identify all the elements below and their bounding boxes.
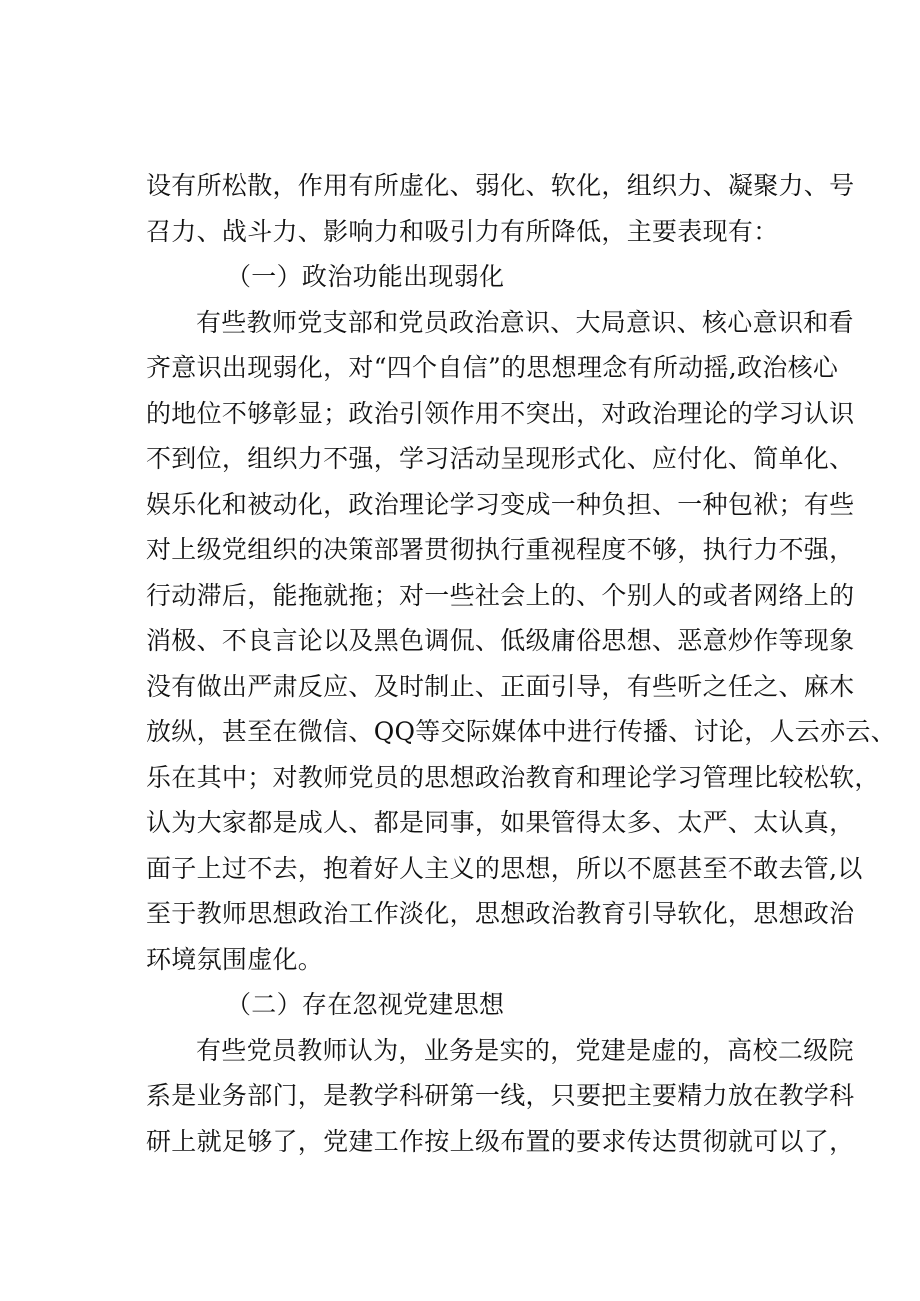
section-heading: （二）存在忽视党建思想 [226, 990, 505, 1019]
paragraph-line: 至于教师思想政治工作淡化，思想政治教育引导软化，思想政治 [146, 899, 855, 928]
paragraph-line: 行动滞后，能拖就拖；对一些社会上的、个别人的或者网络上的 [146, 580, 855, 610]
paragraph-line: 有些教师党支部和党员政治意识、大局意识、核心意识和看 [196, 307, 854, 337]
section-heading: （一）政治功能出现弱化 [226, 262, 505, 291]
paragraph-line: 不到位，组织力不强，学习活动呈现形式化、应付化、简单化、 [146, 444, 855, 473]
paragraph-line: 系是业务部门，是教学科研第一线，只要把主要精力放在教学科 [146, 1081, 855, 1110]
paragraph-line: 消极、不良言论以及黑色调侃、低级庸俗思想、恶意炒作等现象 [146, 626, 855, 655]
paragraph-line: 放纵，甚至在微信、QQ等交际媒体中进行传播、讨论，人云亦云、 [146, 717, 896, 746]
paragraph-line: 召力、战斗力、影响力和吸引力有所降低，主要表现有： [146, 216, 779, 246]
paragraph-line: 面子上过不去，抱着好人主义的思想，所以不愿甚至不敢去管,以 [146, 853, 863, 883]
paragraph-line: 乐在其中；对教师党员的思想政治教育和理论学习管理比较松软， [146, 762, 880, 792]
paragraph-line: 娱乐化和被动化，政治理论学习变成一种负担、一种包袱；有些 [146, 489, 855, 519]
paragraph-line: 对上级党组织的决策部署贯彻执行重视程度不够，执行力不强， [146, 535, 855, 564]
paragraph-line: 齐意识出现弱化，对“四个自信”的思想理念有所动摇,政治核心 [146, 353, 839, 382]
paragraph-line: 研上就足够了，党建工作按上级布置的要求传达贯彻就可以了， [146, 1126, 855, 1156]
paragraph-line: 认为大家都是成人、都是同事，如果管得太多、太严、太认真， [146, 808, 855, 837]
paragraph-line: 环境氛围虚化。 [146, 944, 324, 974]
body-text [146, 163, 896, 1164]
paragraph-line: 的地位不够彰显；政治引领作用不突出，对政治理论的学习认识 [146, 398, 855, 428]
paragraph-line: 设有所松散，作用有所虚化、弱化、软化，组织力、凝聚力、号 [146, 171, 855, 200]
paragraph-line: 有些党员教师认为，业务是实的，党建是虚的，高校二级院 [196, 1035, 854, 1065]
paragraph-line: 没有做出严肃反应、及时制止、正面引导，有些听之任之、麻木 [146, 671, 855, 701]
